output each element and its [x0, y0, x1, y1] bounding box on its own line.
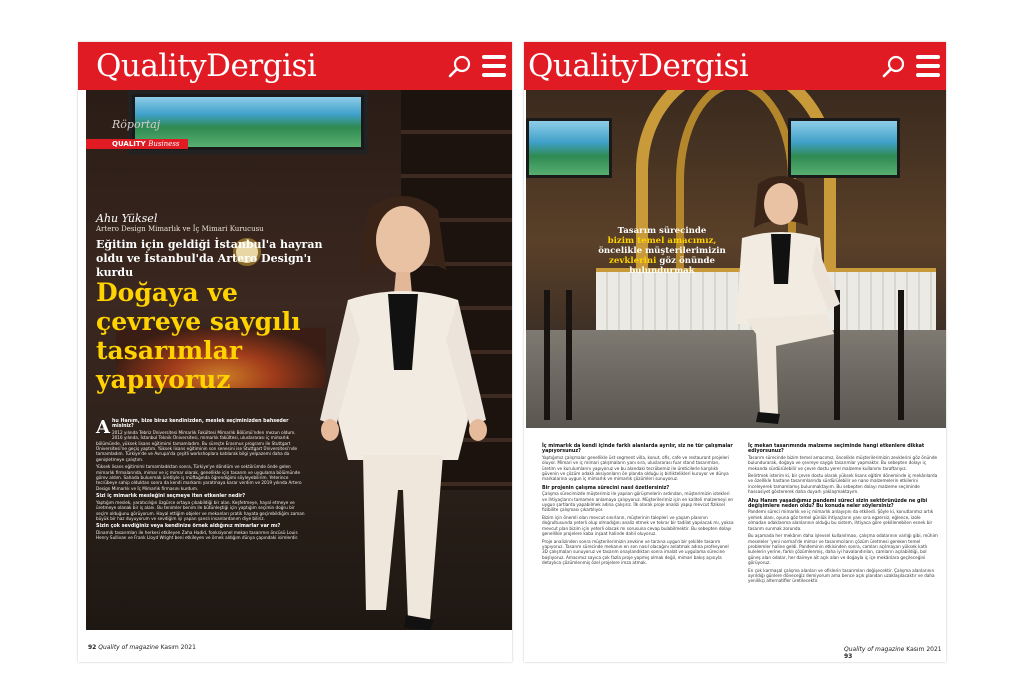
- paragraph: 2012 yılında Tebriz Üniversitesi Mimarlık Fakültesi Mimarlık Bölümü'nden mezun oldum. 2016 yılında, İstanbul Teknik Üniversitesi, mimarlık fakültesi, uluslararası iç mimarlık bölümünde, yüksek lisans eğitimimi tamamladım. Bu süreçte Erasmus programı ile Stuttgart Üniversitesi'ne geçiş yaptım. Yüksek lisans eğitiminin son senesini ise Stuttgart Üniversitesi'nde tamamladım. Türkiye'de ve Avrupa'da çeşitli workshoplara katılarak bilgi yelpazemi daha da genişletmeye çalıştım.: [96, 429, 298, 462]
- question: Bir projenin çalışma sürecini nasıl özetlersiniz?: [542, 485, 670, 491]
- paragraph: Dinamik tasarımları ile herkesi etkileyen Zaha Hadid, fonksiyonel mekan tasarımın öncüsü Louis Henry Sullivan ve Frank Lloyd Wright beni etkileyen ve örnek aldığım dünya çapındaki isimlerdir.: [96, 529, 299, 541]
- bar-stool: [898, 290, 904, 420]
- question: Ahu Hanım yaşadığımız pandemi süreci sizin sektörünüzde ne gibi değişimlere neden oldu? Bu konuda neler söylersiniz?: [748, 498, 928, 510]
- tv-screen-right: [788, 118, 900, 178]
- question-2: Sizi iç mimarlık mesleğini seçmeye iten etkenler nedir?: [96, 494, 246, 500]
- footer-brand: Quality of magazine: [98, 644, 159, 651]
- menu-icon[interactable]: [482, 55, 506, 77]
- portrait-figure: [308, 190, 498, 630]
- lead-text: Eğitim için geldiği İstanbul'a hayran oldu ve İstanbul'da Artero Design'ı kurdu: [96, 238, 323, 279]
- page-footer: [844, 646, 946, 660]
- bar-stool: [544, 290, 550, 420]
- paragraph: Yaptığımız çalışmalar genellikle üst segment villa, konut, ofis, cafe ve restaurant projeleri oluyor. Mimari ve iç mimari çalışmaların yanı sıra, uluslararası fuar stand tasarımları, üretim ve kurulumlarını yapıyoruz ve bu alandaki tecrübemiz ile üreticilerle karşılıklı güvenin ve çözüm odaklı aksiyonların ön planda olduğu iş birliktelikleri kuruyor ve dünya markalarına uygun iç mimarlık ve mimarlık çözümleri sunuyoruz.: [542, 454, 730, 482]
- paragraph: En çok karmaşal çalışma alanları ve ofislerin tasarımları değişecektir. Çalışma alanlarının ayrıldığı günlere döneceğiz demiyorum ama bence açık plandan uzaklaşılacaktır ve daha yenilikçi alternatifler üretilecektir.: [748, 567, 935, 584]
- bar-stool: [566, 290, 572, 420]
- drop-cap: A: [96, 417, 110, 438]
- footer-date: Kasım 2021: [906, 646, 942, 653]
- paragraph: Bizim için önemli olan mevcut sınırların, müşterinin talepleri ve yaşam planının doğrultusunda yeterli olup olmadığını analiz etmek ve tekrar bir tadilat yapılacak mı, yoksa mevcut plan bizim için yeterli olacak mı sorusuna cevap bulabilmektir. Bu sebepten dolayı genellikle projelere kaba inşaat halinde dahil oluyoruz.: [542, 514, 734, 537]
- paragraph: Yaptığım meslek, yaratıcılığın özgürce ortaya çıkabildiği bir alan. Keşfetmeye, hayal etmeye ve üretmeye olanak bir iş alanı. Bu tenimler benim ile bütünleştiği için yaptığım seçimin doğru bir seçim olduğunu görüyorum. Hayal ettiğim objeler ve mekanları pratik hayata geçirebildiğim zaman büyük bir haz duyuyorum ve sevdiğim işi yapan şanslı insanlardanım diye biliriz.: [96, 499, 305, 521]
- portrait-figure: [716, 174, 846, 424]
- paragraph: Belirtmek isterim ki, bir çevre dostu olarak yüksek lisans eğitim döneminde iç mekânlarda ve özellikle hastane tasarımlarında sürdürülebilir ve nano malzemelerin etkilerini inceleyerek tamamlamış bulunmaktayım. Bu sebepten dolayı malzeme seçiminde hassasiyet göstererek daha duyarlı yaklaşmaktayım.: [748, 473, 938, 495]
- person-role: Artero Design Mimarlık ve İç Mimari Kurucusu: [96, 225, 264, 233]
- magazine-page-right: [524, 42, 946, 662]
- paragraph: Yüksek lisans eğitimimi tamamladıktan sonra, Türkiye'ye döndüm ve sektörümde önde gelen mimarlık firmalarında, mimar ve iç mimar olarak, genellikle için tasarım ve uygulama bölümünde görev aldım. Sahada bulunmak üretilyle iş müftağında öğrendiğimi söyleyebilirim. Yeterince tecrübeye sahip olduktan sonra da kendi markamı yaratmaya karar verdim ve 2019 yılında Artero Design Mimarlık ve İç Mimarlık firmasını kurdum.: [96, 464, 302, 491]
- paragraph: Pandemi süreci mimarlık ve iç mimarlık anlayışını da etkiledi. Şöyle ki, konutlarımız artık yemek alanı, oyuna göz temel günlük ihtiyaçların yanı sıra egzersiz, eğlence, izole olmadan odaklanma alanlarının olduğu bu sistem, ihtiyaca göre şekillenebilen esnek bir tasarım sunmak zorunda.: [748, 509, 934, 531]
- question: İç mekan tasarımında malzeme seçiminde hangi etkenlere dikkat ediyorsunuz?: [748, 444, 925, 455]
- page-footer: [88, 644, 196, 651]
- section-title: Röportaj: [112, 118, 161, 131]
- page-number: 93: [844, 653, 853, 660]
- paragraph: Bu aşamada her mekânın daha işlevsel kullanılması, çalışma odalarının varlığı gibi, mühim meseleler 'yeni normal'de mimar ve tasarımcıların çözüm üretmesi gereken temel problemler haline geldi. Pandeminin etkisinden sonra, camları açılmayan yüksek katlı kulelerin yerine, farklı çözümlenmiş, daha iyi havalandırılan, camların açılabildiği, bol güneş alan odalar, her daireye ait açık alan ve doğayla iç içe mekânlara geçileceğini görüyoruz.: [748, 533, 938, 566]
- headline: Doğaya ve çevreye saygılı tasarımlar yapıyoruz: [96, 278, 301, 394]
- brand-logo[interactable]: QualityDergisi: [528, 48, 749, 84]
- header-bar: [78, 42, 512, 90]
- pull-quote: Tasarım sürecinde bizim temel amacımız, öncelikle müşterilerimizin zevklerini göz önünde bulundurmak: [598, 226, 726, 276]
- page-number: 92: [88, 644, 97, 651]
- footer-brand: Quality of magazine: [844, 646, 905, 653]
- section-tag: [86, 118, 188, 150]
- section-badge: QUALITY Business: [86, 139, 188, 149]
- brand-logo[interactable]: QualityDergisi: [96, 48, 317, 84]
- article-column-1: [542, 440, 734, 568]
- person-name: Ahu Yüksel: [96, 212, 158, 225]
- menu-icon[interactable]: [916, 55, 940, 77]
- paragraph: Çalışma sürecimizde müşterimiz ile yapılan görüşmelerin ardından, müşterimizin istekleri ve ihtiyaçlarını tamamen anlamaya çalışıyoruz. Müşterilerimiz için en kaliteli malzemeyi en uygun şartlarda yapabilmek adına çalışırız. İlk olarak proje analizi yapıp mevcut fiziksel fizibilite çalışması çıkartılıyor.: [542, 491, 734, 513]
- article-body-left: [96, 416, 306, 543]
- tv-screen-left: [526, 118, 612, 178]
- footer-date: Kasım 2021: [160, 644, 196, 651]
- magazine-page-left: [78, 42, 512, 662]
- paragraph: Proje analizinden sonra müşterilerimizin zevkine ve tarzına uygun bir şekilde tasarım yapıyoruz. Tasarım sürecinde mekanın en son nasıl olacağını anlatmak adına profesyonel 3D çalışmaları sunuyoruz ve tasarım onaylandıktan sonra imalat ve uygulama sürecine başlıyoruz. Amacımız sayıca çok fazla proje yapmış olmak değil, mimari bakış açısıyla detaylıca çözümlenmiş özel projelere imza atmak.: [542, 538, 729, 566]
- article-column-2: [748, 440, 940, 586]
- paragraph: Tasarım sürecinde bizim temel amacımız, öncelikle müşterilerimizin zevklerini göz önünde bulundurarak, doğaya ve çevreye saygılı tasarımlar yapmaktır. Bu sebepten dolayı iç mekanda sürdürülebilir ve çevre dostu yerel malzeme kullanımı taraftarıyız.: [748, 454, 938, 471]
- header-bar: [524, 42, 946, 90]
- question-3: Sizin çok sevdiğiniz veya kendinize örnek aldığınız mimarlar var mı?: [96, 524, 281, 530]
- question: İç mimarlık da kendi içinde farklı alanlarda ayrılır, siz ne tür çalışmalar yapıyorsunuz?: [542, 444, 733, 455]
- question-1: Ahu Hanım, bize biraz kendinizden, meslek seçiminizden bahseder misiniz?: [96, 417, 289, 438]
- search-icon[interactable]: [448, 54, 472, 78]
- search-icon[interactable]: [882, 54, 906, 78]
